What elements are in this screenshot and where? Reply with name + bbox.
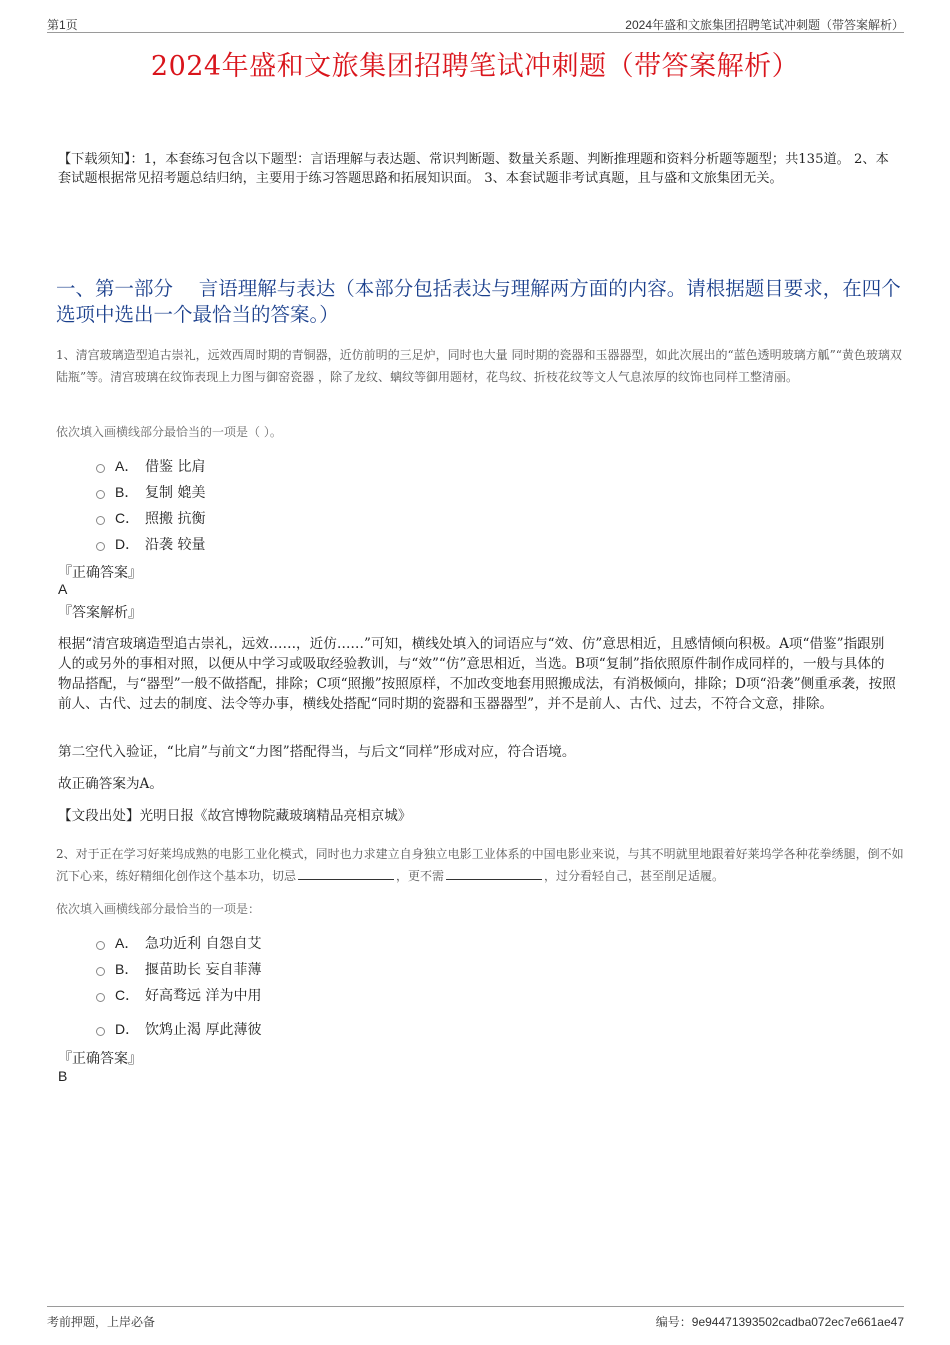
question-2-answer: B (58, 1068, 68, 1084)
question-2-option-b[interactable]: B． 揠苗助长 妄自菲薄 (96, 959, 261, 979)
question-2-option-a[interactable]: A． 急功近利 自怨自艾 (96, 933, 261, 953)
radio-icon[interactable] (96, 941, 105, 950)
page-footer (47, 1306, 904, 1331)
radio-icon[interactable] (96, 516, 105, 525)
question-2-ask: 依次填入画横线部分最恰当的一项是： (56, 902, 261, 916)
question-2-stem: 2、对于正在学习好莱坞成熟的电影工业化模式，同时也力求建立自身独立电影工业体系的中国电影业来说，与其不明就里地跟着好莱坞学各种花拳绣腿，倒不如沉下心来，练好精细化创作这个基本功，切忌 ，更不需 ，过分看轻自己，甚至削足适履。 (56, 847, 904, 883)
question-1-answer: A (58, 581, 68, 597)
question-1-option-b[interactable]: B． 复制 媲美 (96, 482, 205, 502)
footer-doc-id: 编号：9e94471393502cadba072ec7e661ae47 (655, 1315, 904, 1329)
question-2-option-c[interactable]: C． 好高骛远 洋为中用 (96, 985, 261, 1005)
question-1-option-a[interactable]: A． 借鉴 比肩 (96, 456, 205, 476)
radio-icon[interactable] (96, 464, 105, 473)
header-doc-title: 2024年盛和文旅集团招聘笔试冲刺题（带答案解析） (625, 18, 904, 32)
download-notice: 【下载须知】：1，本套练习包含以下题型：言语理解与表达题、常识判断题、数量关系题、判断推理题和资料分析题等题型；共135道。 2、本套试题根据常见招考题总结归纳，主要用于练习答题思路和拓展知识面。 3、本套试题非考试真题，且与盛和文旅集团无关。 (58, 152, 889, 186)
question-1-stem: 1、清宫玻璃造型追古崇礼，远效西周时期的青铜器，近仿前明的三足炉，同时也大量 同时期的瓷器和玉器器型，如此次展出的“蓝色透明玻璃方觚”“黄色玻璃双陆瓶”等。清宫玻璃在纹饰表现上力图与御窑瓷器 ，除了龙纹、螭纹等御用题材，花鸟纹、折枝花纹等文人气息浓厚的纹饰也同样工整清丽。 (56, 348, 902, 384)
question-2-option-d[interactable]: D． 饮鸩止渴 厚此薄彼 (96, 1019, 261, 1039)
footer-slogan: 考前押题，上岸必备 (47, 1315, 156, 1329)
question-1-analysis-label: 『答案解析』 (58, 605, 142, 621)
question-1-source: 【文段出处】光明日报《故宫博物院藏玻璃精品亮相京城》 (58, 808, 412, 824)
radio-icon[interactable] (96, 993, 105, 1002)
page-number: 第1页 (47, 18, 78, 32)
question-1-option-d[interactable]: D． 沿袭 较量 (96, 534, 205, 554)
fill-blank-1[interactable] (298, 867, 394, 880)
section-heading: 一、第一部分 言语理解与表达（本部分包括表达与理解两方面的内容。请根据题目要求，在四个选项中选出一个最恰当的答案。） (56, 277, 901, 326)
radio-icon[interactable] (96, 1027, 105, 1036)
radio-icon[interactable] (96, 967, 105, 976)
document-title: 2024年盛和文旅集团招聘笔试冲刺题（带答案解析） (150, 51, 800, 82)
fill-blank-2[interactable] (446, 867, 542, 880)
question-1-analysis-p2: 第二空代入验证，“比肩”与前文“力图”搭配得当，与后文“同样”形成对应，符合语境。 (58, 744, 576, 760)
page-header (47, 14, 904, 33)
question-1-analysis-p3: 故正确答案为A。 (58, 776, 163, 792)
question-1-analysis-p1: 根据“清宫玻璃造型追古崇礼，远效……，近仿……”可知，横线处填入的词语应与“效、仿”意思相近，且感情倾向积极。A项“借鉴”指跟别人的或另外的事相对照，以便从中学习或吸取经验教训，与“效”“仿”意思相近，当选。B项“复制”指依照原件制作成同样的，一般与具体的物品搭配，与“器型”一般不做搭配，排除；C项“照搬”按照原样，不加改变地套用照搬成法，有消极倾向，排除；D项“沿袭”侧重承袭，按照前人、古代、过去的制度、法令等办事，横线处搭配“同时期的瓷器和玉器器型”，并不是前人、古代、过去，不符合文意，排除。 (58, 636, 896, 712)
question-1-option-c[interactable]: C． 照搬 抗衡 (96, 508, 205, 528)
radio-icon[interactable] (96, 542, 105, 551)
question-2-answer-label: 『正确答案』 (58, 1051, 142, 1067)
radio-icon[interactable] (96, 490, 105, 499)
question-1-answer-label: 『正确答案』 (58, 565, 142, 581)
question-1-ask: 依次填入画横线部分最恰当的一项是（ ）。 (56, 425, 282, 439)
